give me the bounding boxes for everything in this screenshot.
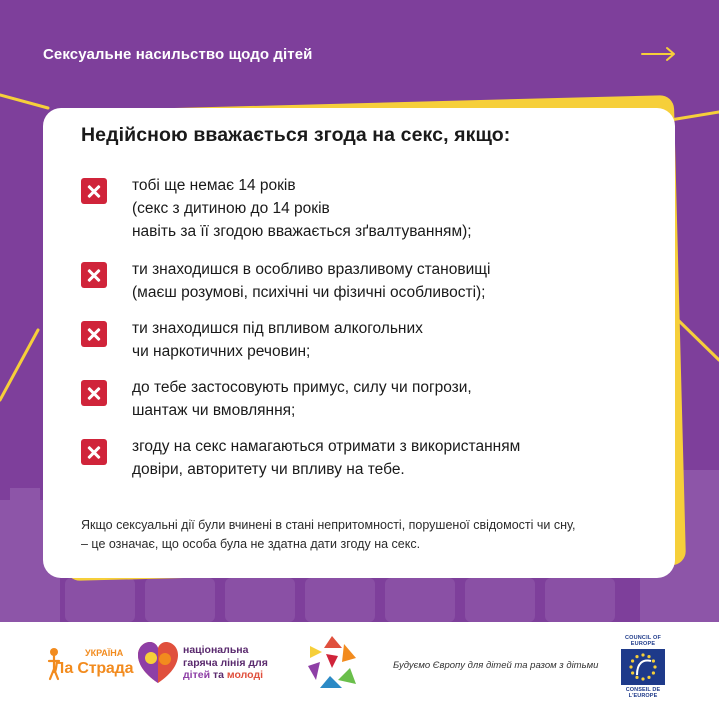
- cross-icon: [81, 380, 107, 406]
- hotline-heart-icon: [137, 641, 179, 687]
- item-line: (секс з дитиною до 14 років: [132, 200, 330, 217]
- item-line: ти знаходишся в особливо вразливому становищі: [132, 261, 491, 278]
- footnote-line: Якщо сексуальні дії були вчинені в стані непритомності, порушеної свідомості чи сну,: [81, 518, 576, 532]
- item-line: згоду на секс намагаються отримати з використанням: [132, 438, 521, 455]
- item-line: навіть за її згодою вважається зґвалтуванням);: [132, 223, 472, 240]
- cross-icon: [81, 321, 107, 347]
- cross-icon: [81, 439, 107, 465]
- item-text: [132, 317, 602, 363]
- hotline-logo-text: [183, 644, 268, 682]
- footnote-line: – це означає, що особа була не здатна дати згоду на секс.: [81, 537, 421, 551]
- item-text: [132, 435, 602, 481]
- cross-icon: [81, 262, 107, 288]
- item-line: ти знаходишся під впливом алкогольних: [132, 320, 423, 337]
- item-line: чи наркотичних речовин;: [132, 343, 311, 360]
- item-line: тобі ще немає 14 років: [132, 177, 296, 194]
- item-text: [132, 174, 602, 243]
- item-text: [132, 376, 602, 422]
- coe-bottom-label: CONSEIL DE L'EUROPE: [625, 687, 661, 699]
- coe-kids-logo-icon: [306, 634, 358, 690]
- lastrada-name: Ла Страда: [53, 660, 134, 677]
- hotline-word: молоді: [226, 669, 264, 681]
- hotline-line: національна: [183, 644, 249, 656]
- council-of-europe-logo: [613, 635, 673, 699]
- hotline-word: дітей: [183, 669, 211, 681]
- info-card: [43, 108, 675, 578]
- item-line: до тебе застосовують примус, силу чи погрози,: [132, 379, 472, 396]
- hotline-line: [183, 669, 268, 682]
- item-line: (маєш розумові, психічні чи фізичні особливості);: [132, 284, 486, 301]
- card-title: Недійсною вважається згода на секс, якщо:: [81, 124, 511, 146]
- item-text: [132, 258, 602, 304]
- lastrada-country: УКРАЇНА: [85, 648, 124, 658]
- coe-top-label: COUNCIL OF EUROPE: [624, 635, 662, 647]
- card-footnote: [81, 516, 651, 554]
- hotline-line: гаряча лінія для: [183, 656, 268, 669]
- coe-slogan: Будуємо Європу для дітей та разом з дітьми: [393, 660, 599, 671]
- item-line: шантаж чи вмовляння;: [132, 402, 296, 419]
- cross-icon: [81, 178, 107, 204]
- eu-stars-icon: [621, 649, 665, 685]
- arrow-right-icon[interactable]: [641, 46, 677, 62]
- partner-logos-bar: [0, 622, 719, 719]
- hotline-word: та: [210, 669, 227, 681]
- item-line: довіри, авторитету чи впливу на тебе.: [132, 461, 405, 478]
- page-header-title: Сексуальне насильство щодо дітей: [43, 46, 313, 63]
